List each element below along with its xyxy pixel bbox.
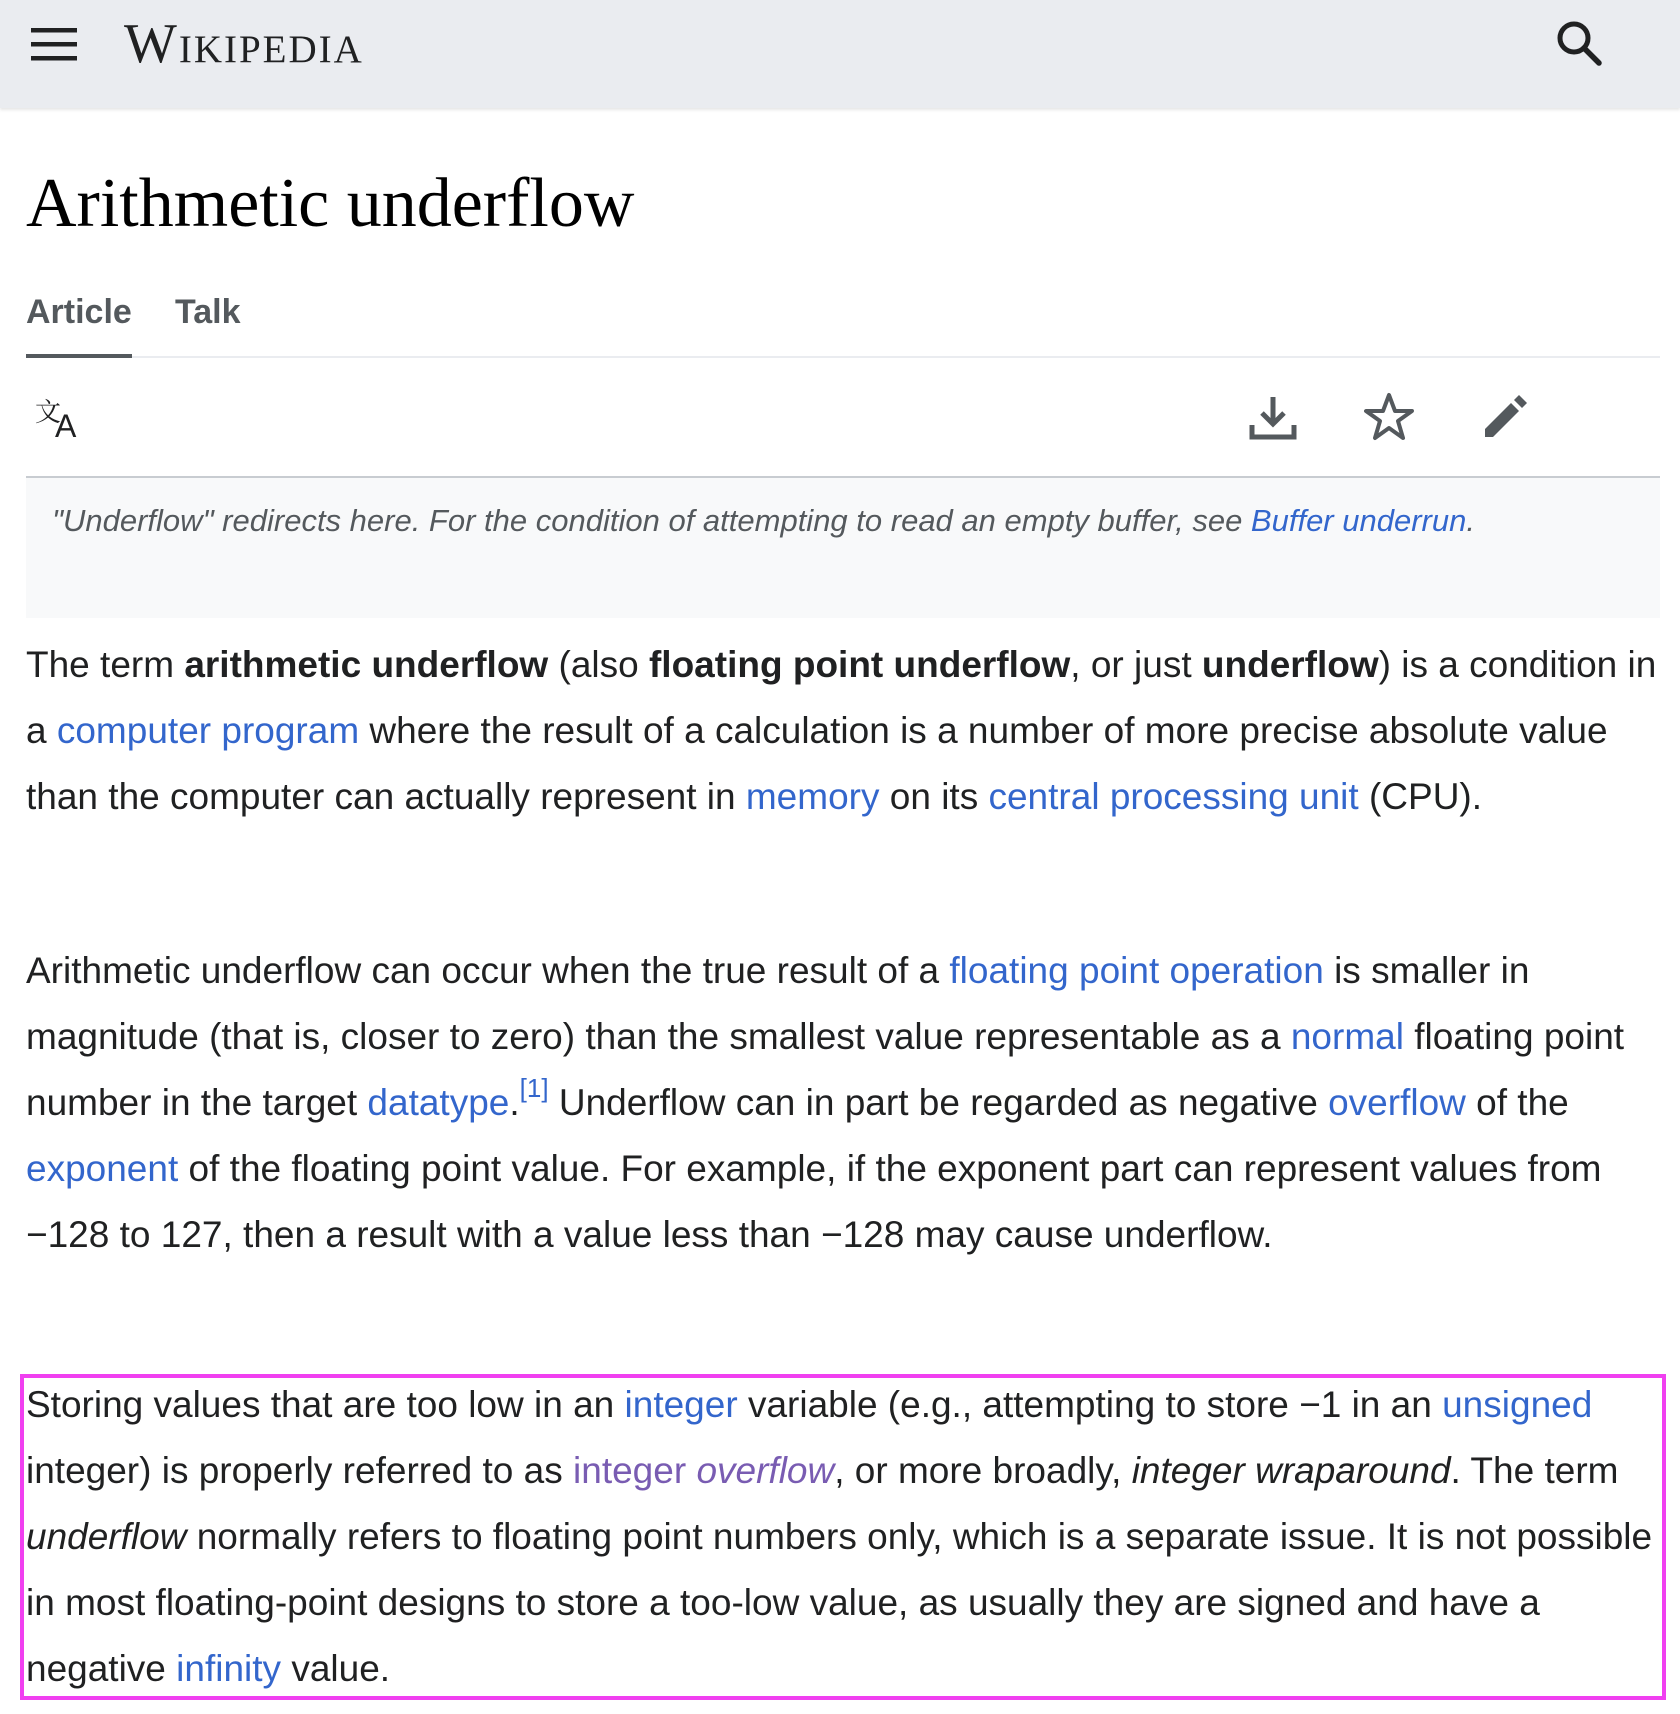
third-paragraph [26,1372,1658,1702]
link-text-italic: overflow [696,1450,835,1491]
search-icon [1555,19,1603,67]
watch-button[interactable] [1362,390,1416,444]
integer-link[interactable]: integer [624,1384,738,1425]
integer-overflow-link[interactable] [573,1450,834,1491]
text: floating point number in the target [26,1016,1625,1123]
bold-term: floating point underflow [648,644,1071,685]
text: normally refers to floating point numbers only, which is a separate issue. It is not possible in most floating-point designs to store a too-low value, as usually they are signed and have a negative [26,1516,1653,1689]
page-tabs [26,286,1660,358]
page-actions-toolbar [26,358,1660,478]
memory-link[interactable]: memory [745,776,880,817]
text: where the result of a calculation is a number of more precise absolute value than the computer can actually represent in [26,710,1608,817]
text: , or more broadly, [834,1450,1132,1491]
svg-text:A: A [55,408,77,439]
overflow-link[interactable]: overflow [1328,1082,1466,1123]
text: The term [26,644,185,685]
text: is smaller in magnitude (that is, closer to zero) than the smallest value representable as a [26,950,1530,1057]
language-icon [35,395,87,439]
pencil-icon [1481,393,1529,441]
search-button[interactable] [1550,14,1608,72]
exponent-link[interactable]: exponent [26,1148,179,1189]
italic-term: underflow [26,1516,187,1557]
bold-term: arithmetic underflow [184,644,549,685]
text: variable (e.g., attempting to store −1 in an [737,1384,1443,1425]
star-icon [1364,392,1414,442]
text: (CPU). [1358,776,1483,817]
text: ) is a condition in a [26,644,1657,751]
text: (also [548,644,649,685]
text: on its [879,776,989,817]
reference-1-link[interactable]: [1] [519,1072,549,1103]
text: , or just [1070,644,1202,685]
cpu-link[interactable]: central processing unit [988,776,1359,817]
unsigned-link[interactable]: unsigned [1442,1384,1593,1425]
tab-talk[interactable]: Talk [175,293,241,331]
floating-point-operation-link[interactable]: floating point operation [949,950,1324,991]
hatnote-text: "Underflow" redirects here. For the condition of attempting to read an empty buffer, see [52,503,1251,538]
italic-term: integer wraparound [1131,1450,1451,1491]
svg-text:文: 文 [35,398,62,428]
tab-article[interactable]: Article [26,293,132,331]
main-menu-button[interactable] [28,18,80,70]
intro-paragraph [26,632,1658,830]
text: of the [1465,1082,1569,1123]
page-title: Arithmetic underflow [26,165,635,242]
language-button[interactable] [34,390,88,444]
text: integer) is properly referred to as [26,1450,574,1491]
edit-button[interactable] [1478,390,1532,444]
download-icon [1249,393,1297,441]
text: value. [281,1648,391,1689]
second-paragraph [26,938,1658,1268]
infinity-link[interactable]: infinity [176,1648,282,1689]
text: . [509,1082,520,1123]
text: Storing values that are too low in an [26,1384,625,1425]
wikipedia-wordmark[interactable]: Wikipedia [124,13,364,75]
text: of the floating point value. For example, if the exponent part can represent values from −128 to 127, then a result with a value less than −128 may cause underflow. [26,1148,1602,1255]
text: Arithmetic underflow can occur when the true result of a [26,950,950,991]
hatnote-text-end: . [1466,503,1475,538]
buffer-underrun-link[interactable]: Buffer underrun [1250,503,1467,538]
datatype-link[interactable]: datatype [367,1082,510,1123]
hatnote [26,478,1660,618]
text: Underflow can in part be regarded as negative [548,1082,1329,1123]
computer-program-link[interactable]: computer program [56,710,360,751]
bold-term: underflow [1201,644,1379,685]
hamburger-menu-icon [31,24,77,64]
text: . The term [1450,1450,1619,1491]
normal-link[interactable]: normal [1290,1016,1404,1057]
download-button[interactable] [1246,390,1300,444]
top-header [0,0,1680,108]
link-text: integer [573,1450,697,1491]
